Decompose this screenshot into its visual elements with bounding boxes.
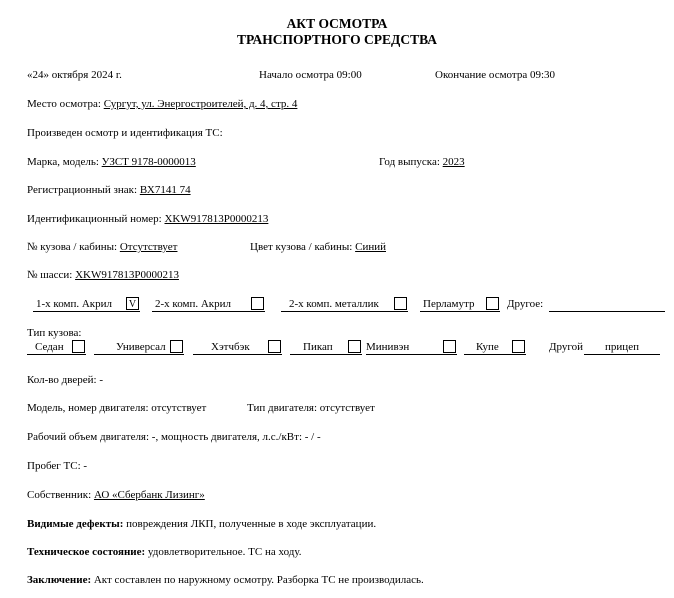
- body-universal-label: Универсал: [116, 341, 166, 353]
- year-row: [379, 155, 465, 169]
- owner-label: Собственник:: [27, 489, 94, 501]
- paint-acryl-1k-checkbox[interactable]: V: [126, 297, 139, 310]
- engine-type: Тип двигателя: отсутствует: [247, 402, 375, 414]
- paint-acryl-2k-option[interactable]: [152, 297, 265, 312]
- engine-model: Модель, номер двигателя: отсутствует: [27, 402, 207, 414]
- tech-state-value: удовлетворительное. ТС на ходу.: [145, 546, 302, 558]
- body-coupe-checkbox[interactable]: [512, 340, 525, 353]
- tech-state-row: [27, 545, 302, 559]
- tech-state-label: Техническое состояние:: [27, 546, 146, 558]
- conclusion-label: Заключение:: [27, 574, 92, 586]
- paint-pearl-label: Перламутр: [423, 298, 475, 310]
- conclusion-row: [27, 573, 424, 587]
- defects-value: повреждения ЛКП, полученные в ходе эксплуатации.: [123, 518, 377, 530]
- body-minivan-label: Минивэн: [366, 341, 410, 353]
- color-row: [250, 240, 386, 254]
- body-pickup-checkbox[interactable]: [348, 340, 361, 353]
- paint-pearl-option[interactable]: [420, 297, 500, 312]
- body-hatchback-checkbox[interactable]: [268, 340, 281, 353]
- paint-acryl-2k-label: 2-х комп. Акрил: [155, 298, 232, 310]
- inspection-end: Окончание осмотра 09:30: [435, 69, 556, 81]
- place-value: Сургут, ул. Энергостроителей, д. 4, стр. 4: [103, 98, 298, 110]
- vin-row: [27, 212, 268, 226]
- place-row: [27, 97, 297, 111]
- conclusion-value: Акт составлен по наружному осмотру. Разборка ТС не производилась.: [91, 574, 424, 586]
- body-coupe-label: Купе: [476, 341, 499, 353]
- reg-value: ВХ7141 74: [139, 184, 191, 196]
- body-coupe-option[interactable]: [464, 340, 526, 355]
- paint-metallic-label: 2-х комп. металлик: [289, 298, 379, 310]
- body-universal-checkbox[interactable]: [170, 340, 183, 353]
- vin-value: XKW917813P0000213: [164, 213, 269, 225]
- paint-pearl-checkbox[interactable]: [486, 297, 499, 310]
- body-hatchback-option[interactable]: [193, 340, 282, 355]
- doc-title-line2: ТРАНСПОРТНОГО СРЕДСТВА: [236, 32, 437, 47]
- body-sedan-checkbox[interactable]: [72, 340, 85, 353]
- chassis-label: № шасси:: [27, 269, 76, 281]
- body-number-row: [27, 240, 177, 254]
- paint-other-label: Другое:: [507, 298, 544, 310]
- engine-volume: Рабочий объем двигателя: -, мощность двигателя, л.с./кВт: - / -: [27, 431, 321, 443]
- reg-row: [27, 183, 191, 197]
- owner-row: [27, 488, 205, 502]
- body-other-value[interactable]: прицеп: [584, 340, 660, 355]
- chassis-value: XKW917813P0000213: [75, 269, 179, 281]
- body-other-label: Другой: [549, 341, 583, 353]
- owner-value: АО «Сбербанк Лизинг»: [93, 489, 205, 501]
- body-number-label: № кузова / кабины:: [27, 241, 120, 253]
- paint-acryl-1k-option[interactable]: [33, 297, 140, 312]
- defects-row: [27, 517, 376, 531]
- paint-other-field[interactable]: [549, 297, 665, 312]
- body-type-label: Тип кузова:: [27, 327, 82, 339]
- body-hatchback-label: Хэтчбэк: [211, 341, 250, 353]
- place-label: Место осмотра:: [27, 98, 104, 110]
- body-minivan-option[interactable]: [366, 340, 457, 355]
- chassis-row: [27, 268, 179, 282]
- year-value: 2023: [442, 156, 465, 168]
- inspection-start: Начало осмотра 09:00: [259, 69, 362, 81]
- vin-label: Идентификационный номер:: [27, 213, 165, 225]
- body-sedan-label: Седан: [35, 341, 64, 353]
- body-pickup-label: Пикап: [303, 341, 333, 353]
- make-row: [27, 155, 196, 169]
- paint-metallic-checkbox[interactable]: [394, 297, 407, 310]
- doc-title-line1: АКТ ОСМОТРА: [286, 16, 388, 31]
- make-label: Марка, модель:: [27, 156, 102, 168]
- inspection-note: Произведен осмотр и идентификация ТС:: [27, 127, 223, 139]
- year-label: Год выпуска:: [379, 156, 443, 168]
- mileage: Пробег ТС: -: [27, 460, 88, 472]
- paint-acryl-1k-label: 1-х комп. Акрил: [36, 298, 113, 310]
- doors-count: Кол-во дверей: -: [27, 374, 104, 386]
- paint-acryl-2k-checkbox[interactable]: [251, 297, 264, 310]
- body-pickup-option[interactable]: [290, 340, 362, 355]
- body-number-value: Отсутствует: [119, 241, 178, 253]
- body-minivan-checkbox[interactable]: [443, 340, 456, 353]
- inspection-date: «24» октября 2024 г.: [27, 69, 122, 81]
- paint-metallic-option[interactable]: [281, 297, 408, 312]
- defects-label: Видимые дефекты:: [27, 518, 124, 530]
- body-universal-option[interactable]: [94, 340, 184, 355]
- reg-label: Регистрационный знак:: [27, 184, 140, 196]
- color-value: Синий: [355, 241, 386, 253]
- color-label: Цвет кузова / кабины:: [250, 241, 356, 253]
- make-value: УЗСТ 9178-0000013: [101, 156, 196, 168]
- body-sedan-option[interactable]: [27, 340, 86, 355]
